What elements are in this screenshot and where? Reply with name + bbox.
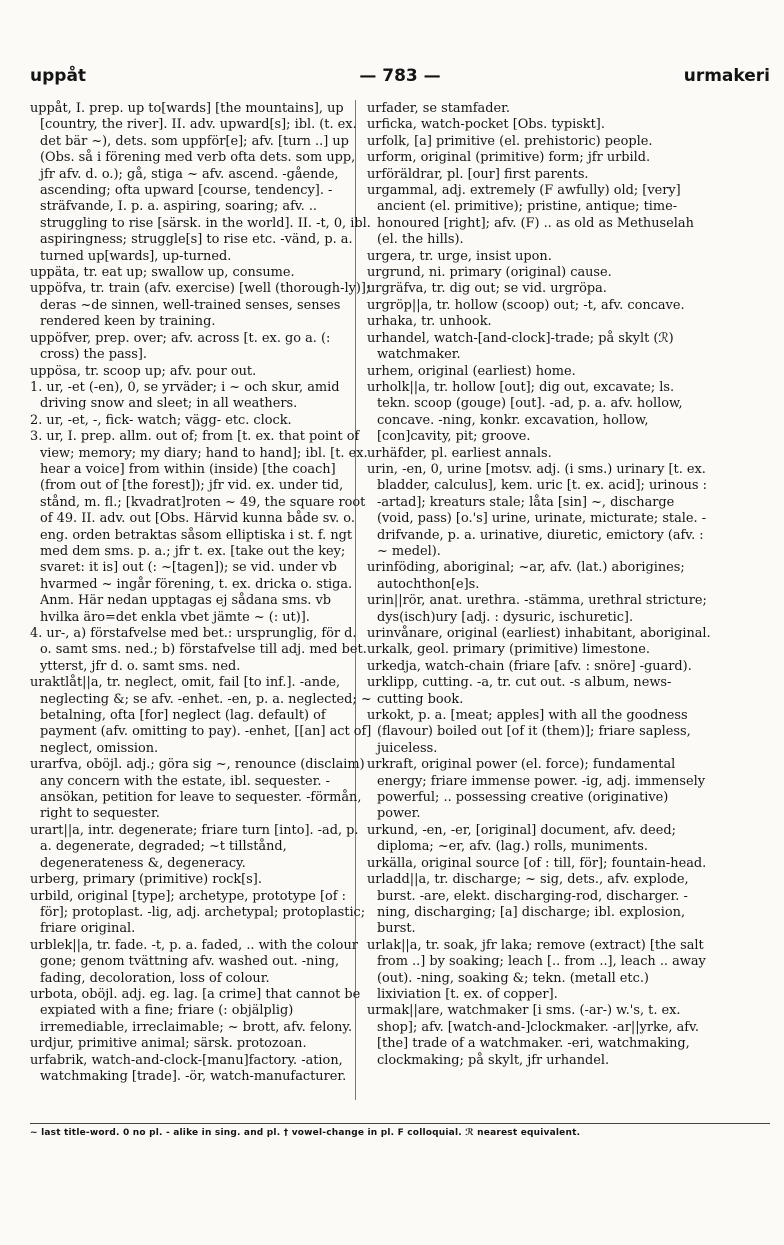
dictionary-entry: 4. ur-, a) förstafvelse med bet.: ursprunglig, för d. o. samt sms. ned.; b) förstafvelse till adj. med bet. ytterst, jfr d. o. samt sms. ned. <box>30 626 367 674</box>
dictionary-entry: uppösa, tr. scoop up; afv. pour out. <box>30 363 257 379</box>
dictionary-entry: urgrund, ni. primary (original) cause. <box>367 265 612 281</box>
dictionary-entry: urinföding, aboriginal; ~ar, afv. (lat.) aborigines; autochthon[e]s. <box>367 560 685 592</box>
dictionary-entry: urarfva, oböjl. adj.; göra sig ~, renounce (disclaim) any concern with the estate, ibl. sequester. -ansökan, petition for leave to sequester. -förmån, right to sequester. <box>30 757 365 822</box>
dictionary-entry: uppöfver, prep. over; afv. across [t. ex. go a. (: cross) the pass]. <box>30 330 331 363</box>
dictionary-entry: 3. ur, I. prep. allm. out of; from [t. ex. that point of view; memory; my diary; hand to hand]; ibl. [t. ex. hear a voice] from within (inside) [the coach] (from out of [the forest]); jfr vid. ex. under tid, stånd, m. fl.; [kvadrat]roten ~ 49, the square root of 49. II. adv. out [Obs. Härvid kunna både sv. o. eng. orden betraktas såsom elliptiska i st. f. ngt med dem sms. p. a.; jfr t. ex. [take out the key; svaret: it is] out (: ~[tagen]); se vid. under vb hvarmed ~ ingår förening, t. ex. dricka o. stiga. Anm. Här nedan upptagas ej sådana sms. vb hvilka äro=det enkla vbet jämte ~ (: ut)]. <box>30 429 368 625</box>
header-right-guideword: urmakeri <box>683 66 770 86</box>
dictionary-entry: urficka, watch-pocket [Obs. typiskt]. <box>367 117 605 133</box>
dictionary-entry: urhaka, tr. unhook. <box>367 314 492 330</box>
dictionary-entry: urberg, primary (primitive) rock[s]. <box>30 872 262 888</box>
right-column <box>367 101 711 1069</box>
dictionary-entry: urmak||are, watchmaker [i sms. (-ar-) w.'s, t. ex. shop]; afv. [watch-and-]clockmaker. -ar||yrke, afv. [the] trade of a watchmaker. -eri, watchmaking, clockmaking; på skylt, jfr urhandel. <box>367 1003 699 1068</box>
footer-rule <box>30 1123 770 1124</box>
page-number: — 783 — <box>359 66 441 86</box>
dictionary-entry: urkedja, watch-chain (friare [afv. : snöre] -guard). <box>367 658 692 674</box>
abbreviation-legend: ~ last title-word. 0 no pl. - alike in sing. and pl. † vowel-change in pl. F colloquial. ℛ nearest equivalent. <box>30 1128 581 1138</box>
dictionary-entry: urholk||a, tr. hollow [out]; dig out, excavate; ls. tekn. scoop (gouge) [out]. -ad, p. a. afv. hollow, concave. -ning, konkr. excavation, hollow, [con]cavity, pit; groove. <box>367 379 683 445</box>
dictionary-entry: urhem, original (earliest) home. <box>367 363 576 379</box>
dictionary-entry: uppäta, tr. eat up; swallow up, consume. <box>30 265 295 281</box>
dictionary-entry: urhäfder, pl. earliest annals. <box>367 445 552 461</box>
dictionary-entry: urkälla, original source [of : till, för]; fountain-head. <box>367 855 707 871</box>
left-column <box>30 101 372 1085</box>
dictionary-entry: 2. ur, -et, -, fick- watch; vägg- etc. clock. <box>30 412 292 428</box>
dictionary-entry: 1. ur, -et (-en), 0, se yrväder; i ~ och skur, amid driving snow and sleet; in all weathers. <box>30 379 340 412</box>
dictionary-entry: urlak||a, tr. soak, jfr laka; remove (extract) [the salt from ..] by soaking; leach [.. from ..], leach .. away (out). -ning, soaking &; tekn. (metall etc.) lixiviation [t. ex. of copper]. <box>367 937 706 1002</box>
dictionary-entry: urdjur, primitive animal; särsk. protozoan. <box>30 1036 307 1052</box>
dictionary-entry: uraktlåt||a, tr. neglect, omit, fail [to inf.]. -ande, neglecting &; se afv. -enhet. -en, p. a. neglected; ~ betalning, ofta [for] neglect (lag. default) of payment (afv. omitting to pay). -enhet, [[an] act of] neglect, omission. <box>30 675 372 756</box>
dictionary-entry: urgammal, adj. extremely (F awfully) old; [very] ancient (el. primitive); pristine, antique; time-honoured [right]; afv. (F) .. as old as Methuselah (el. the hills). <box>367 183 694 248</box>
dictionary-entry: urhandel, watch-[and-clock]-trade; på skylt (ℛ) watchmaker. <box>367 330 674 363</box>
dictionary-entry: uppöfva, tr. train (afv. exercise) [well (thorough-ly)]; deras ~de sinnen, well-trained senses, senses rendered keen by training. <box>30 281 371 330</box>
dictionary-entry: urföräldrar, pl. [our] first parents. <box>367 166 589 182</box>
header-left-guideword: uppåt <box>30 66 87 86</box>
dictionary-entry: urart||a, intr. degenerate; friare turn [into]. -ad, p. a. degenerate, degraded; ~t tillstånd, degenerateness &, degeneracy. <box>30 822 359 871</box>
dictionary-entry: urfolk, [a] primitive (el. prehistoric) people. <box>367 133 653 149</box>
dictionary-entry: urkund, -en, -er, [original] document, afv. deed; diploma; ~er, afv. (lag.) rolls, muniments. <box>367 822 676 855</box>
dictionary-entry: uppåt, I. prep. up to[wards] [the mountains], up [country, the river]. II. adv. upward[s]; ibl. (t. ex. det bär ~), dets. som uppför[e]; afv. [turn ..] up (Obs. så i förening med verb ofta dets. som upp, jfr afv. d. o.); gå, stiga ~ afv. ascend. -gående, ascending; ofta upward [course, tendency]. -sträfvande, I. p. a. aspiring, soaring; afv. .. struggling to rise [särsk. in the world]. II. -t, 0, ibl. aspiringness; struggle[s] to rise etc. -vänd, p. a. turned up[wards], up-turned. <box>30 101 371 264</box>
dictionary-entry: urklipp, cutting. -a, tr. cut out. -s album, news-cutting book. <box>367 675 672 707</box>
dictionary-entry: urgräfva, tr. dig out; se vid. urgröpa. <box>367 281 607 297</box>
page-header <box>30 66 770 90</box>
dictionary-entry: urladd||a, tr. discharge; ~ sig, dets., afv. explode, burst. -are, elekt. discharging-rod, discharger. -ning, discharging; [a] discharge; ibl. explosion, burst. <box>367 872 689 937</box>
dictionary-entry: urkokt, p. a. [meat; apples] with all the goodness (flavour) boiled out [of it (them)]; friare sapless, juiceless. <box>367 708 691 756</box>
dictionary-entry: urform, original (primitive) form; jfr urbild. <box>367 150 651 166</box>
dictionary-entry: urgröp||a, tr. hollow (scoop) out; -t, afv. concave. <box>367 297 685 313</box>
dictionary-entry: urin||rör, anat. urethra. -stämma, urethral stricture; dys(isch)ury [adj. : dysuric, ischuretic]. <box>367 593 707 625</box>
dictionary-entry: urkraft, original power (el. force); fundamental energy; friare immense power. -ig, adj. immensely powerful; .. possessing creative (originative) power. <box>367 757 705 822</box>
dictionary-entry: urin, -en, 0, urine [motsv. adj. (i sms.) urinary [t. ex. bladder, calculus], kem. uric [t. ex. acid]; urinous : -artad]; kreaturs stale; låta [sin] ~, discharge (void, pass) [o.'s] urine, urinate, micturate; stale. -drifvande, p. a. urinative, diuretic, emictory (afv. : ~ medel). <box>367 461 707 559</box>
dictionary-entry: urbota, oböjl. adj. eg. lag. [a crime] that cannot be expiated with a fine; friare (: objälplig) irremediable, irreclaimable; ~ brott, afv. felony. <box>30 986 361 1035</box>
dictionary-entry: urblek||a, tr. fade. -t, p. a. faded, .. with the colour gone; genom tvättning afv. washed out. -ning, fading, decoloration, loss of colour. <box>30 937 358 986</box>
dictionary-entry: urinvånare, original (earliest) inhabitant, aboriginal. <box>367 626 711 641</box>
dictionary-entry: urgera, tr. urge, insist upon. <box>367 248 552 264</box>
dictionary-entry: urbild, original [type]; archetype, prototype [of : för]; protoplast. -lig, adj. archetypal; protoplastic; friare original. <box>30 888 366 937</box>
dictionary-entry: urkalk, geol. primary (primitive) limestone. <box>367 642 650 658</box>
dictionary-entry: urfader, se stamfader. <box>367 101 510 116</box>
dictionary-entry: urfabrik, watch-and-clock-[manu]factory. -ation, watchmaking [trade]. -ör, watch-manufacturer. <box>30 1052 347 1084</box>
